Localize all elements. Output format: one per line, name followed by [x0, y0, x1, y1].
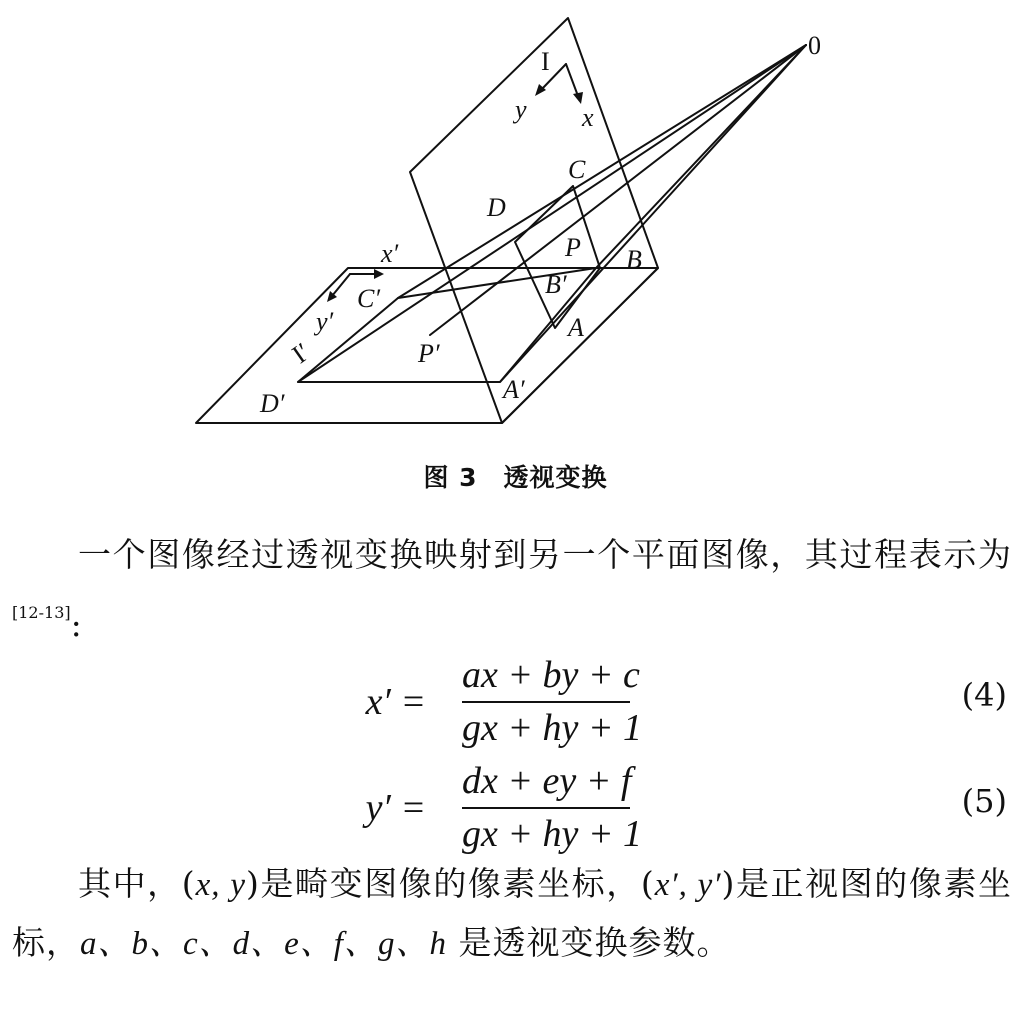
equation-4 — [0, 652, 1031, 752]
paragraph-text: )是畸变图像的像素坐标，( — [246, 864, 655, 903]
equation-5 — [0, 758, 1031, 858]
paragraph-text: 是透视变换参数。 — [446, 923, 731, 962]
var-xy-prime: x′, y′ — [654, 867, 722, 903]
caption-title: 透视变换 — [503, 463, 608, 492]
paragraph-intro — [12, 526, 1012, 654]
equation-5-numerator: dx + ey + f — [462, 760, 632, 802]
equation-4-number: (4) — [961, 676, 1007, 714]
paragraph-text: 其中，( — [78, 864, 196, 903]
label-D-prime: D′ — [260, 389, 285, 418]
paragraph-text: )是正视图的像素坐标， — [12, 864, 1013, 962]
label-x: x — [582, 103, 594, 132]
perspective-transform-figure — [0, 0, 1031, 440]
label-I: I — [541, 47, 550, 76]
label-origin: 0 — [808, 31, 821, 60]
fraction-bar — [462, 701, 630, 703]
var-params: a、b、c、d、e、f、g、h — [80, 926, 447, 962]
paragraph-definitions — [12, 855, 1012, 973]
equation-5-fraction — [462, 758, 643, 857]
paragraph-intro-text: 一个图像经过透视变换映射到另一个平面图像，其过程表示为 — [78, 535, 1012, 574]
equation-5-number: (5) — [961, 782, 1007, 820]
equation-4-denominator: gx + hy + 1 — [462, 707, 643, 749]
quad-edges — [515, 186, 600, 328]
caption-number: 图 3 — [423, 463, 478, 492]
label-C-prime: C′ — [357, 284, 381, 313]
equation-4-lhs: x′ = — [365, 681, 426, 723]
fraction-bar — [462, 807, 630, 809]
label-x-prime: x′ — [381, 239, 399, 268]
figure-caption — [0, 458, 1031, 494]
label-I-prime: I′ — [286, 337, 316, 370]
ray-0-D-prime — [298, 45, 806, 382]
y-prime-axis-arrow — [332, 274, 350, 296]
label-y: y — [515, 95, 527, 124]
label-D: D — [487, 193, 506, 222]
label-P: P — [565, 233, 581, 262]
label-B-prime: B′ — [545, 270, 567, 299]
label-y-prime: y′ — [316, 307, 334, 336]
label-B: B — [626, 245, 642, 274]
label-C: C — [568, 155, 586, 184]
paragraph-intro-tail: : — [70, 605, 83, 644]
image-plane-I — [410, 18, 658, 423]
label-A-prime: A′ — [503, 375, 525, 404]
equation-5-denominator: gx + hy + 1 — [462, 813, 643, 855]
equation-4-numerator: ax + by + c — [462, 654, 640, 696]
equation-5-lhs: y′ = — [365, 787, 426, 829]
citation-ref: [12-13] — [12, 603, 71, 622]
var-xy: x, y — [195, 867, 246, 903]
label-A: A — [568, 313, 584, 342]
x-axis-arrow — [566, 64, 578, 96]
ray-0-P-prime — [430, 45, 806, 335]
x-prime-arrowhead — [374, 269, 384, 279]
equation-4-fraction — [462, 652, 643, 751]
ray-0-C-prime — [398, 45, 806, 298]
label-P-prime: P′ — [418, 339, 440, 368]
